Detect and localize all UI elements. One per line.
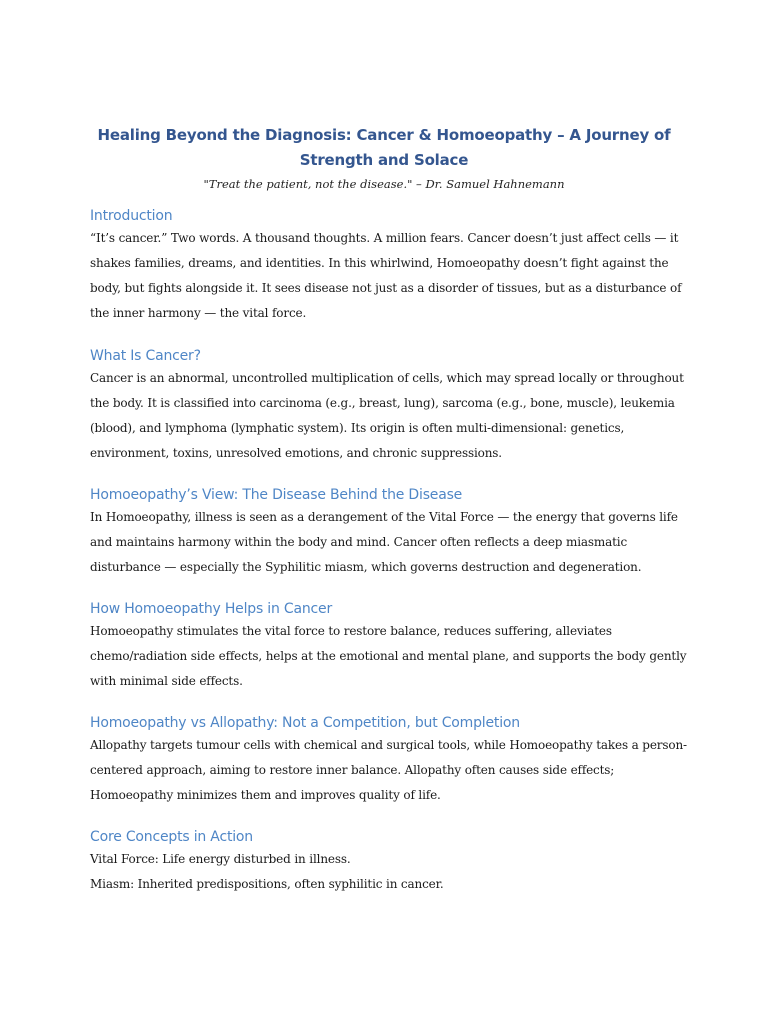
section-heading: Introduction xyxy=(90,208,173,224)
section-homoeopathy-view xyxy=(90,485,690,580)
section-heading: How Homoeopathy Helps in Cancer xyxy=(90,601,332,617)
section-paragraph: Homoeopathy stimulates the vital force to restore balance, reduces suffering, alleviates chemo/radiation side effects, helps at the emotional and mental plane, and supports the body gently with minimal side effects. xyxy=(90,624,687,688)
section-introduction xyxy=(90,206,690,326)
concept-line-miasm: Miasm: Inherited predispositions, often syphilitic in cancer. xyxy=(90,877,444,891)
section-paragraph: “It’s cancer.” Two words. A thousand thoughts. A million fears. Cancer doesn’t just affect cells — it shakes families, dreams, and identities. In this whirlwind, Homoeopathy doesn’t fight against the body, but fights alongside it. It sees disease not just as a disorder of tissues, but as a disturbance of the inner harmony — the vital force. xyxy=(90,231,682,320)
section-heading: Core Concepts in Action xyxy=(90,829,253,845)
section-heading: Homoeopathy vs Allopathy: Not a Competition, but Completion xyxy=(90,715,520,731)
section-paragraph: In Homoeopathy, illness is seen as a derangement of the Vital Force — the energy that governs life and maintains harmony within the body and mind. Cancer often reflects a deep miasmatic disturbance — especially the Syphilitic miasm, which governs destruction and degeneration. xyxy=(90,510,678,574)
section-homoeopathy-vs-allopathy xyxy=(90,713,690,808)
document-title: Healing Beyond the Diagnosis: Cancer & Homoeopathy – A Journey of Strength and Solace xyxy=(97,126,671,169)
section-how-homoeopathy-helps xyxy=(90,599,690,694)
section-paragraph: Cancer is an abnormal, uncontrolled multiplication of cells, which may spread locally or throughout the body. It is classified into carcinoma (e.g., breast, lung), sarcoma (e.g., bone, muscle), leukemia (blood), and lymphoma (lymphatic system). Its origin is often multi-dimensional: genetics, environment, toxins, unresolved emotions, and chronic suppressions. xyxy=(90,371,684,460)
section-what-is-cancer xyxy=(90,346,690,466)
section-heading: What Is Cancer? xyxy=(90,348,201,364)
section-paragraph: Allopathy targets tumour cells with chemical and surgical tools, while Homoeopathy takes a person-centered approach, aiming to restore inner balance. Allopathy often causes side effects; Homoeopathy minimizes them and improves quality of life. xyxy=(90,738,687,802)
section-core-concepts xyxy=(90,827,690,897)
concept-line-vital-force: Vital Force: Life energy disturbed in illness. xyxy=(90,852,351,866)
document-quote: "Treat the patient, not the disease." – Dr. Samuel Hahnemann xyxy=(203,177,565,191)
section-heading: Homoeopathy’s View: The Disease Behind the Disease xyxy=(90,487,463,503)
